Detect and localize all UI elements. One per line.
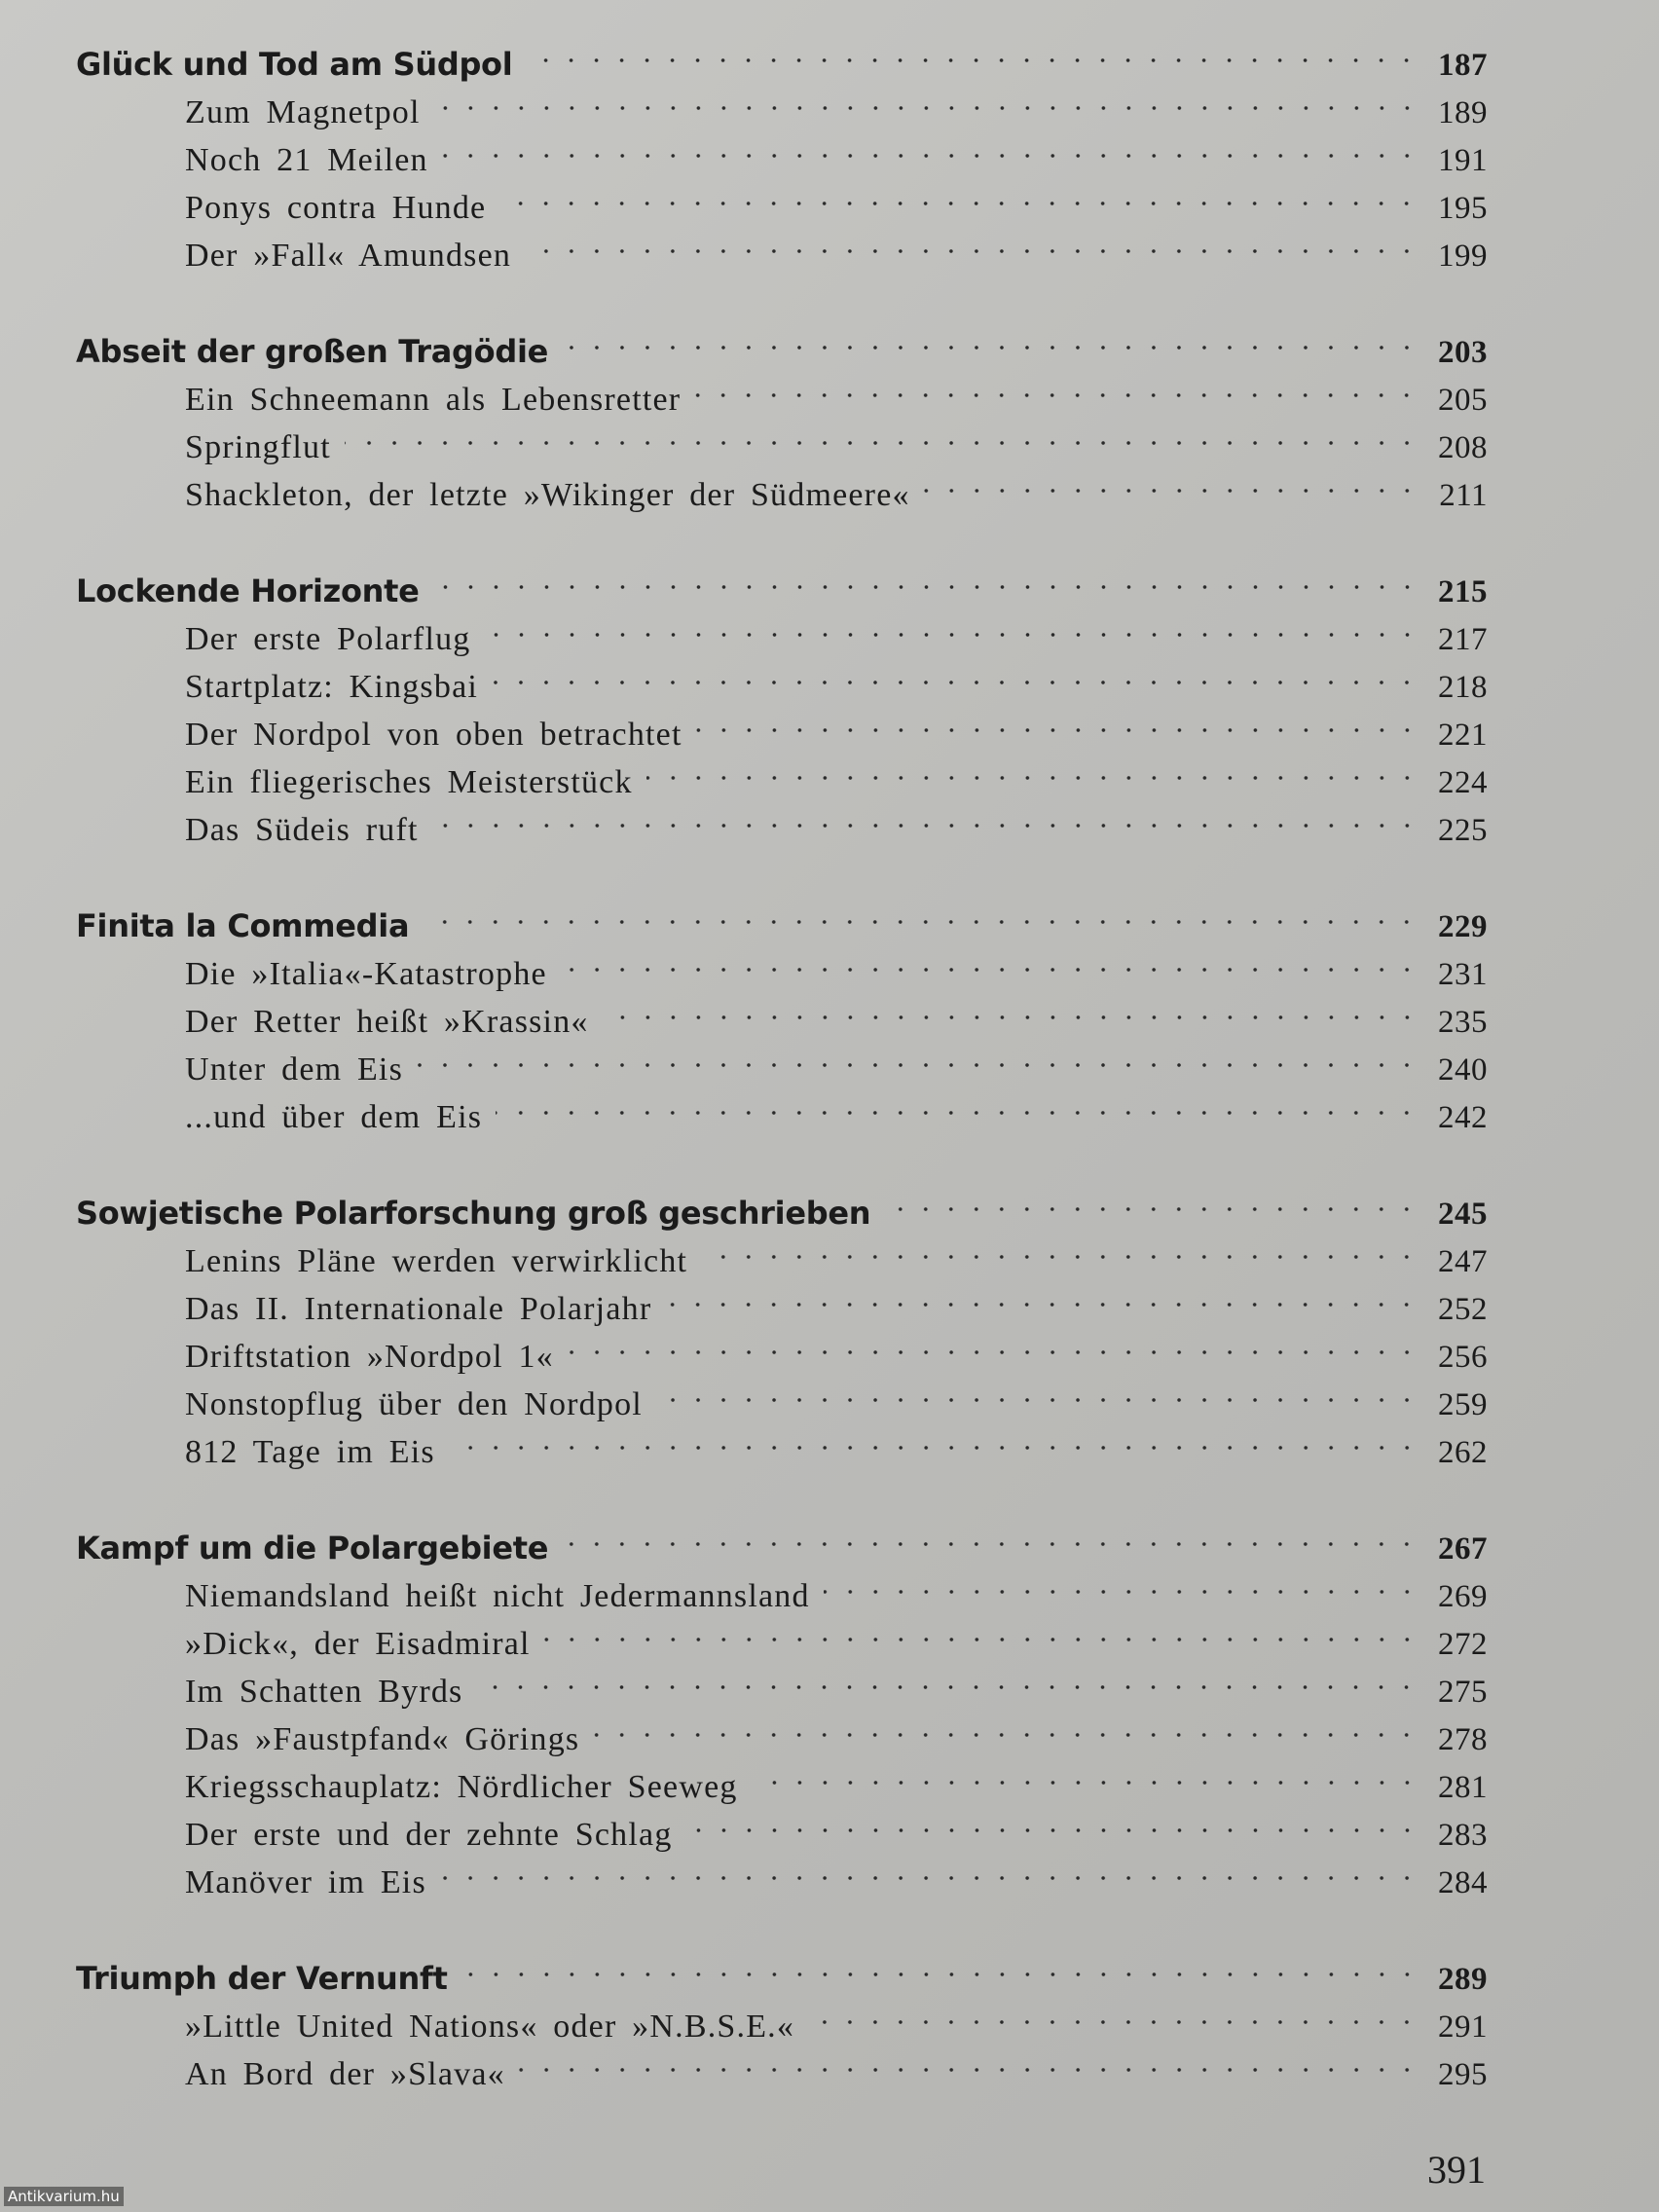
toc-entry-title: Ein Schneemann als Lebensretter <box>185 382 682 418</box>
toc-entry-page-number: 283 <box>1438 1818 1488 1853</box>
toc-section <box>76 1941 1488 2092</box>
toc-entry-page-number: 208 <box>1438 430 1488 465</box>
toc-entry-title: Nonstopflug über den Nordpol <box>185 1386 643 1422</box>
toc-entry-page-number: 199 <box>1438 239 1488 274</box>
dot-leader <box>434 75 1419 123</box>
toc-entry-title: Niemandsland heißt nicht Jedermannsland <box>185 1578 810 1614</box>
toc-entry-title: Driftstation »Nordpol 1« <box>185 1339 554 1375</box>
dot-leader <box>496 1080 1419 1127</box>
toc-entry-page-number: 284 <box>1438 1865 1488 1900</box>
dot-leader <box>449 1415 1419 1462</box>
toc-entry-title: Unter dem Eis <box>185 1051 403 1088</box>
toc-entry-title: »Dick«, der Eisadmiral <box>185 1626 531 1662</box>
dot-leader <box>544 1606 1419 1654</box>
toc-entry-page-number: 269 <box>1438 1579 1488 1614</box>
table-of-contents <box>76 27 1488 2133</box>
toc-entry-page-number: 221 <box>1438 718 1488 753</box>
toc-entry-title: Springflut <box>185 429 331 465</box>
dot-leader <box>752 1750 1419 1797</box>
toc-entry-page-number: 211 <box>1439 478 1488 513</box>
toc-chapter-heading-title: Kampf um die Polargebiete <box>76 1530 549 1567</box>
toc-entry-page-number: 240 <box>1438 1052 1488 1088</box>
toc-chapter-heading <box>76 27 1488 83</box>
dot-leader <box>808 1989 1419 2037</box>
toc-chapter-heading <box>76 1511 1488 1567</box>
dot-leader <box>561 937 1419 984</box>
toc-entry-title: Das Südeis ruft <box>185 812 419 848</box>
toc-entry-title: Ein fliegerisches Meisterstück <box>185 764 633 800</box>
toc-entry-page-number: 225 <box>1438 813 1488 848</box>
toc-entry-page-number: 256 <box>1438 1340 1488 1375</box>
watermark: Antikvarium.hu <box>4 2187 124 2206</box>
toc-entry-title: Zum Magnetpol <box>185 94 421 130</box>
toc-chapter-heading <box>76 1941 1488 1997</box>
dot-leader <box>696 697 1419 745</box>
toc-entry-title: ...und über dem Eis <box>185 1099 483 1135</box>
dot-leader <box>593 1702 1419 1750</box>
toc-section <box>76 314 1488 513</box>
toc-entry-page-number: 281 <box>1438 1770 1488 1805</box>
toc-entry-page-number: 262 <box>1438 1435 1488 1470</box>
toc-chapter-heading <box>76 314 1488 370</box>
dot-leader <box>603 984 1419 1032</box>
toc-entry-page-number: 191 <box>1438 143 1488 178</box>
toc-chapter-heading-page-number: 289 <box>1438 1962 1488 1997</box>
toc-chapter-heading-title: Abseit der großen Tragödie <box>76 333 549 370</box>
toc-chapter-heading-title: Triumph der Vernunft <box>76 1960 448 1997</box>
dot-leader <box>525 218 1419 266</box>
toc-entry-title: Das II. Internationale Polarjahr <box>185 1291 652 1327</box>
toc-entry-title: Kriegsschauplatz: Nördlicher Seeweg <box>185 1769 738 1805</box>
toc-entry-page-number: 275 <box>1438 1675 1488 1710</box>
toc-section <box>76 554 1488 848</box>
dot-leader <box>442 123 1419 170</box>
toc-entry-title: 812 Tage im Eis <box>185 1434 435 1470</box>
toc-entry-title: Der Nordpol von oben betrachtet <box>185 717 682 753</box>
toc-chapter-heading-title: Glück und Tod am Südpol <box>76 46 513 83</box>
toc-entry-title: Der erste und der zehnte Schlag <box>185 1817 673 1853</box>
toc-entry-title: Die »Italia«-Katastrophe <box>185 956 547 992</box>
toc-entry-page-number: 205 <box>1438 383 1488 418</box>
toc-entry-page-number: 278 <box>1438 1722 1488 1757</box>
dot-leader <box>461 1941 1419 1989</box>
dot-leader <box>701 1224 1419 1272</box>
toc-section <box>76 27 1488 274</box>
dot-leader <box>686 1797 1419 1845</box>
dot-leader <box>519 2037 1419 2084</box>
toc-entry-page-number: 291 <box>1438 2009 1488 2045</box>
toc-entry-title: Shackleton, der letzte »Wikinger der Südmeere« <box>185 477 910 513</box>
toc-chapter-heading-page-number: 245 <box>1438 1197 1488 1232</box>
toc-entry-title: Im Schatten Byrds <box>185 1674 463 1710</box>
toc-section <box>76 1511 1488 1900</box>
dot-leader <box>499 170 1419 218</box>
toc-section <box>76 889 1488 1135</box>
dot-leader <box>824 1559 1419 1606</box>
toc-chapter-heading <box>76 889 1488 944</box>
toc-entry-title: Das »Faustpfand« Görings <box>185 1721 580 1757</box>
toc-entry-page-number: 252 <box>1438 1292 1488 1327</box>
toc-entry-title: Startplatz: Kingsbai <box>185 669 479 705</box>
toc-entry-title: Manöver im Eis <box>185 1864 426 1900</box>
dot-leader <box>656 1367 1419 1415</box>
toc-entry-page-number: 218 <box>1438 670 1488 705</box>
toc-chapter-heading-page-number: 187 <box>1438 48 1488 83</box>
toc-chapter-heading-page-number: 229 <box>1438 909 1488 944</box>
toc-entry-page-number: 242 <box>1438 1100 1488 1135</box>
toc-chapter-heading-page-number: 203 <box>1438 335 1488 370</box>
dot-leader <box>562 1511 1419 1559</box>
toc-section <box>76 1176 1488 1470</box>
toc-entry-page-number: 247 <box>1438 1244 1488 1279</box>
dot-leader <box>433 554 1419 602</box>
toc-chapter-heading-page-number: 215 <box>1438 574 1488 609</box>
dot-leader <box>694 362 1419 410</box>
dot-leader <box>423 889 1419 937</box>
toc-entry-title: Der »Fall« Amundsen <box>185 238 512 274</box>
toc-entry-page-number: 224 <box>1438 765 1488 800</box>
toc-entry-page-number: 295 <box>1438 2057 1488 2092</box>
dot-leader <box>440 1845 1419 1893</box>
toc-entry-title: An Bord der »Slava« <box>185 2056 505 2092</box>
toc-entry-page-number: 189 <box>1438 95 1488 130</box>
dot-leader <box>526 27 1419 75</box>
toc-chapter-heading-title: Sowjetische Polarforschung groß geschrieben <box>76 1195 871 1232</box>
dot-leader <box>476 1654 1419 1702</box>
toc-entry-page-number: 231 <box>1438 957 1488 992</box>
toc-entry-page-number: 195 <box>1438 191 1488 226</box>
dot-leader <box>646 745 1419 793</box>
toc-entry-title: Ponys contra Hunde <box>185 190 487 226</box>
toc-entry-page-number: 235 <box>1438 1005 1488 1040</box>
dot-leader <box>924 458 1419 505</box>
dot-leader <box>345 410 1419 458</box>
dot-leader <box>485 602 1420 649</box>
dot-leader <box>884 1176 1419 1224</box>
toc-chapter-heading <box>76 1176 1488 1232</box>
dot-leader <box>432 793 1419 840</box>
dot-leader <box>562 314 1419 362</box>
toc-entry-page-number: 272 <box>1438 1627 1488 1662</box>
toc-chapter-heading <box>76 554 1488 609</box>
dot-leader <box>417 1032 1419 1080</box>
page-folio-number: 391 <box>1427 2148 1486 2192</box>
dot-leader <box>665 1272 1419 1319</box>
toc-chapter-heading-title: Finita la Commedia <box>76 907 410 944</box>
toc-entry-title: Noch 21 Meilen <box>185 142 428 178</box>
toc-entry-title: Der Retter heißt »Krassin« <box>185 1004 589 1040</box>
dot-leader <box>492 649 1419 697</box>
toc-entry-title: Lenins Pläne werden verwirklicht <box>185 1243 688 1279</box>
dot-leader <box>568 1319 1419 1367</box>
toc-entry-title: »Little United Nations« oder »N.B.S.E.« <box>185 2009 795 2045</box>
toc-entry-page-number: 259 <box>1438 1387 1488 1422</box>
toc-entry-page-number: 217 <box>1438 622 1488 657</box>
toc-chapter-heading-title: Lockende Horizonte <box>76 572 420 609</box>
toc-entry-title: Der erste Polarflug <box>185 621 471 657</box>
toc-chapter-heading-page-number: 267 <box>1438 1531 1488 1567</box>
